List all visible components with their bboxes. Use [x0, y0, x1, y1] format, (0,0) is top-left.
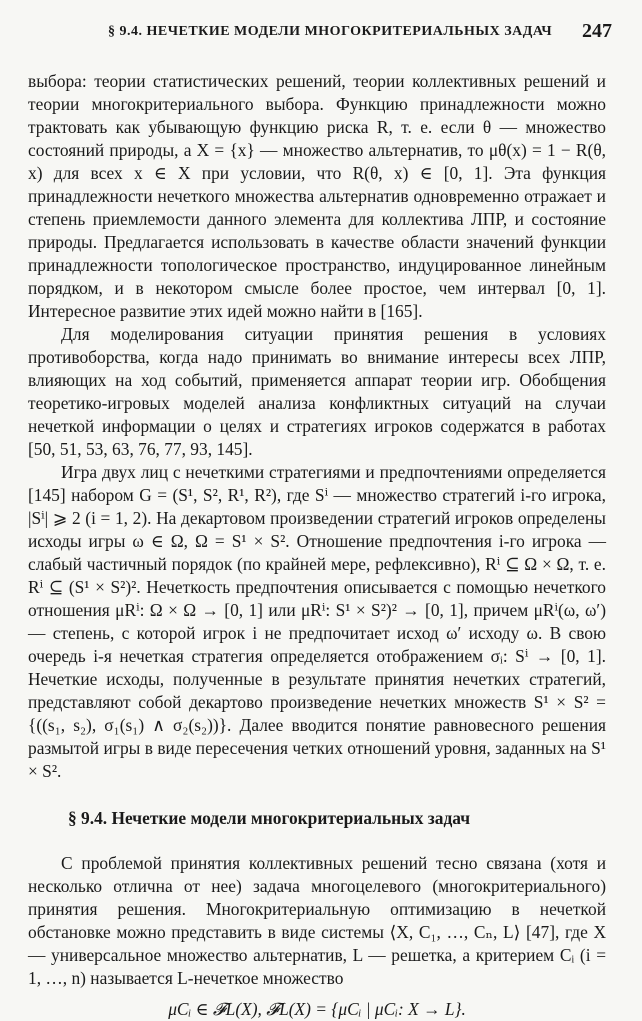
paragraph-2: Для моделирования ситуации принятия решения в условиях противоборства, когда надо принимать во внимание интересы всех ЛПР, влияющих на ход событий, применяется аппарат теории игр. Обобщения теоретико-игровых моделей анализа конфликтных ситуаций на случаи нечеткой информации о целях и стратегиях игроков содержатся в работах [50, 51, 53, 63, 76, 77, 93, 145]. [28, 324, 606, 459]
paragraph-3: Игра двух лиц с нечеткими стратегиями и предпочтениями определяется [145] набором G = (S¹, S², R¹, R²), где Sⁱ — множество стратегий i-го игрока, |Sⁱ| ⩾ 2 (i = 1, 2). На декартовом произведении стратегий игроков определены исходы игры ω ∈ Ω, Ω = S¹ × S². Отношение предпочтения i-го игрока — слабый частичный порядок (по крайней мере, рефлексивно), Rⁱ ⊆ Ω × Ω, т. е. Rⁱ ⊆ (S¹ × S²)². Нечеткость предпочтения описывается с помощью нечеткого отношения μRⁱ: Ω × Ω → [0, 1] или μRⁱ: S¹ × S²)² → [0, 1], причем μRⁱ(ω, ω′) — степень, с которой игрок i не предпочитает исход ω′ исходу ω. В свою очередь i-я нечеткая стратегия определяется отображением σᵢ: Sⁱ → [0, 1]. Нечеткие исходы, полученные в результате принятия нечетких стратегий, представляют собой декартово произведение нечетких множеств S¹ × S² = {((s₁, s₂), σ₁(s₁) ∧ σ₂(s₂))}. Далее вводится понятие равновесного решения размытой игры в виде пересечения четких отношений уровня, заданных на S¹ × S². [28, 462, 606, 781]
section-paragraph: С проблемой принятия коллективных решений тесно связана (хотя и несколько отлична от нее) задача многоцелевого (многокритериального) принятия решения. Многокритериальную оптимизацию в нечеткой обстановке можно представить в виде системы ⟨X, C₁, …, Cₙ, L⟩ [47], где X — универсальное множество альтернатив, L — решетка, а критерием Cᵢ (i = 1, …, n) называется L-нечеткое множество [28, 853, 606, 988]
running-head: § 9.4. НЕЧЕТКИЕ МОДЕЛИ МНОГОКРИТЕРИАЛЬНЫХ ЗАДАЧ [108, 24, 553, 39]
page-number: 247 [582, 20, 612, 42]
display-formula: μCᵢ ∈ 𝓕L(X), 𝓕L(X) = {μCᵢ | μCᵢ: X → L}. [168, 999, 466, 1019]
body-text [28, 70, 606, 1021]
paragraph-1: выбора: теории статистических решений, теории коллективных решений и теории многокритериального выбора. Функцию принадлежности можно трактовать как убывающую функцию риска R, т. е. если θ — множество состояний природы, а X = {x} — множество альтернатив, то μθ(x) = 1 − R(θ, x) для всех x ∈ X при условии, что R(θ, x) ∈ [0, 1]. Эта функция принадлежности нечеткого множества альтернатив одновременно отражает и степень приемлемости данного элемента для коллектива ЛПР, и состояние природы. Предлагается использовать в качестве области значений функции принадлежности топологическое пространство, индуцированное линейным порядком, и в некотором смысле более простое, чем интервал [0, 1]. Интересное развитие этих идей можно найти в [165]. [28, 71, 606, 321]
section-heading: § 9.4. Нечеткие модели многокритериальных задач [68, 808, 471, 828]
page-header [28, 20, 614, 46]
